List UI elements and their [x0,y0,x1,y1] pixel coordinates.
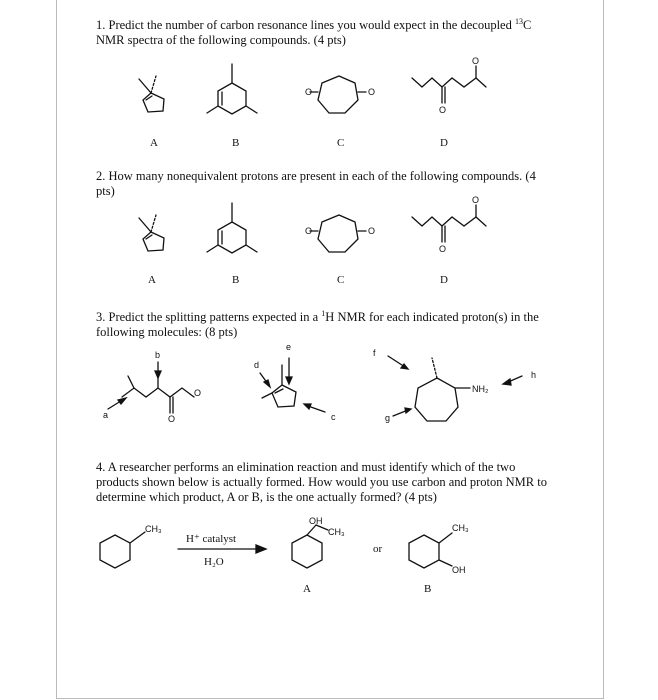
q2-label-b: B [232,274,240,286]
q3-label-e: e [286,342,292,352]
q1-c-oxygen-right: O [368,87,376,97]
q3-ester-oxygen: O [194,388,202,398]
q3-label-h: h [531,370,537,380]
q1-d-carbonyl-oxygen: O [439,105,447,115]
q4-product-b [409,533,452,568]
q4-product-b-methyl: CH₃ [452,523,469,533]
q1-c-oxygen-left: O [305,87,313,97]
q1-d-ester-oxygen: O [472,56,480,66]
q2-c-oxygen-left: O [305,226,313,236]
q4-label-b: B [424,583,432,595]
question-4: 4. A researcher performs an elimination reaction and must identify which of the two products shown below is actually formed. How would you use carbon and proton NMR to determine which product, A or B, is the one actually formed? (4 pts) [96,460,547,504]
q4-product-a [292,525,328,568]
q4-catalyst: H⁺ catalyst [186,533,237,545]
q3-amine: NH₂ [472,384,489,394]
q3-label-a: a [103,410,109,420]
q3-molecule-2 [260,358,325,412]
q3-label-b: b [155,350,161,360]
q3-carbonyl-oxygen: O [168,414,176,424]
q1-compound-c [310,76,366,113]
q3-molecule-1 [108,362,194,413]
q2-d-ester-oxygen: O [472,195,480,205]
q4-reactant-methyl: CH₃ [145,524,162,534]
q2-compound-a [139,215,164,251]
q2-label-d: D [440,274,448,286]
reaction-arrow [178,545,266,553]
q3-label-c: c [331,412,336,422]
question-2: 2. How many nonequivalent protons are present in each of the following compounds. (4 pts) [96,169,536,198]
q3-label-g: g [385,413,391,423]
q2-compound-d [412,205,486,242]
q1-label-d: D [440,137,448,149]
q4-product-b-hydroxyl: OH [452,565,466,575]
q1-label-a: A [150,137,158,149]
question-3: 3. Predict the splitting patterns expected in a $^1$H NMR for each indicated proton(s) in the following molecules: (8 pts) [96,309,539,340]
q3-label-d: d [254,360,260,370]
q3-label-f: f [373,348,376,358]
q1-compound-a [139,76,164,112]
q2-c-oxygen-right: O [368,226,376,236]
q1-label-c: C [337,137,345,149]
q1-compound-b [207,64,257,114]
q4-label-a: A [303,583,311,595]
question-1: 1. Predict the number of carbon resonance lines you would expect in the decoupled $^{13}$C NMR spectra of the following compounds. (4 pts) [96,17,532,48]
q2-label-a: A [148,274,156,286]
q2-compound-c [310,215,366,252]
q4-or: or [373,543,383,555]
q4-reactant [100,532,145,568]
q2-d-carbonyl-oxygen: O [439,244,447,254]
q1-compound-d [412,66,486,103]
q2-label-c: C [337,274,345,286]
q1-label-b: B [232,137,240,149]
q4-product-a-hydroxyl: OH [309,516,323,526]
q4-product-a-methyl: CH₃ [328,527,345,537]
q3-molecule-3 [388,356,522,421]
q4-solvent: H₂O [204,556,224,568]
q2-compound-b [207,203,257,253]
